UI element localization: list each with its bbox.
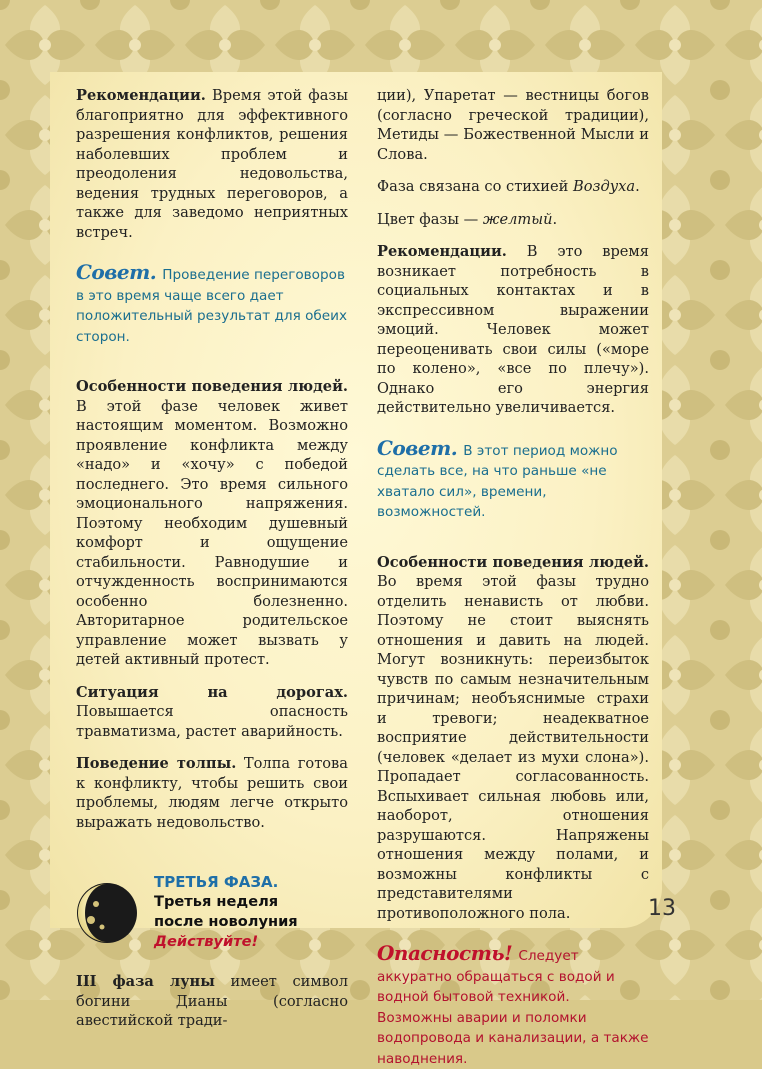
behavior-paragraph xyxy=(76,377,348,670)
left-column xyxy=(76,86,348,1044)
crowd-text: Толпа готова к конфликту, чтобы решить свои проблемы, людям легче открыто выражать недовольство. xyxy=(76,755,348,831)
right-behavior-heading: Особенности поведения людей. xyxy=(377,553,649,571)
element-text: Фаза связана со стихией xyxy=(377,178,573,195)
phase-symbol-paragraph xyxy=(76,972,348,1031)
tip-box xyxy=(76,262,348,347)
danger-label: Опасность! xyxy=(377,941,513,965)
roads-heading: Ситуация на дорогах. xyxy=(76,683,348,701)
right-recommendations-paragraph xyxy=(377,242,649,418)
roads-paragraph xyxy=(76,683,348,742)
crowd-paragraph xyxy=(76,754,348,832)
third-phase-header xyxy=(76,872,348,964)
third-phase-action: Действуйте! xyxy=(154,933,259,950)
behavior-heading: Особенности поведения людей. xyxy=(76,378,348,395)
third-phase-title: ТРЕТЬЯ ФАЗА. xyxy=(154,873,279,891)
roads-text: Повышается опасность травматизма, растет аварийность. xyxy=(76,703,348,740)
right-behavior-paragraph xyxy=(377,553,649,924)
danger-text: Следует аккуратно обращаться с водой и водной бытовой техникой. Возможны аварии и поломки водопровода и канализации, а также наводнения. xyxy=(377,948,649,1067)
continuation-paragraph: ции), Упаретат — вестницы богов (согласно греческой традиции), Метиды — Божественной Мысли и Слова. xyxy=(377,87,649,163)
color-text: Цвет фазы — xyxy=(377,210,483,228)
right-recommendations-text: В это время возникает потребность в социальных контактах и в экспрессивном выражении эмоций. Человек может переоценивать свои силы («море по колено», «все по плечу»). Однако его энергия действительно увеличивается. xyxy=(377,243,649,416)
right-behavior-text: Во время этой фазы трудно отделить ненависть от любви. Поэтому не стоит выяснять отношения и давить на людей. Могут возникнуть: переизбыток чувств по самым незначительным причинам; необъяснимые страхи и тревоги; неадекватное восприятие действительности (человек «делает из мухи слона»). Пропадает согласованность. Вспыхивает сильная любовь или, наоборот, отношения разрушаются. Напряжены отношения между полами, и возможны конфликты с представителями противоположного пола. xyxy=(377,573,649,922)
right-tip-label: Совет. xyxy=(377,435,458,460)
right-tip-box xyxy=(377,435,649,523)
tip-label: Совет. xyxy=(76,260,157,284)
third-phase-subtitle-1: Третья неделя xyxy=(154,893,279,910)
element-name: Воздуха xyxy=(572,178,636,195)
recommendations-text: Время этой фазы благоприятно для эффективного разрешения конфликтов, решения наболевших проблем и преодоления недовольства, ведения трудных переговоров, а также для заведомо неприятных встреч. xyxy=(76,87,348,241)
behavior-text: В этой фазе человек живет настоящим моментом. Возможно проявление конфликта между «надо» и «хочу» с победой последнего. Это время сильного эмоционального напряжения. Поэтому необходим душевный комфорт и ощущение стабильности. Равнодушие и отчужденность воспринимаются особенно болезненно. Авторитарное родительское управление может вызвать у детей активный протест. xyxy=(76,397,348,668)
color-name: желтый xyxy=(482,210,553,228)
color-paragraph xyxy=(377,210,649,230)
recommendations-paragraph xyxy=(76,86,348,242)
crowd-heading: Поведение толпы. xyxy=(76,755,237,772)
color-period: . xyxy=(552,210,558,228)
element-period: . xyxy=(635,178,640,195)
phase-symbol-text: имеет символ богини Дианы (согласно авестийской тради- xyxy=(76,973,348,1029)
right-recommendations-heading: Рекомендации. xyxy=(377,243,507,260)
moon-phase-icon xyxy=(76,882,138,944)
danger-box xyxy=(377,943,649,1069)
right-column xyxy=(377,86,649,1069)
third-phase-text xyxy=(154,872,298,952)
page-number: 13 xyxy=(648,896,676,921)
phase-symbol-heading: III фаза луны xyxy=(76,973,215,990)
third-phase-subtitle-2: после новолуния xyxy=(154,913,298,930)
recommendations-heading: Рекомендации. xyxy=(76,87,206,104)
right-tip-text: В этот период можно сделать все, на что раньше «не хватало сил», времени, возможностей. xyxy=(377,442,618,520)
element-paragraph xyxy=(377,177,649,197)
tip-text: Проведение переговоров в это время чаще всего дает положительный результат для обеих сторон. xyxy=(76,267,348,345)
